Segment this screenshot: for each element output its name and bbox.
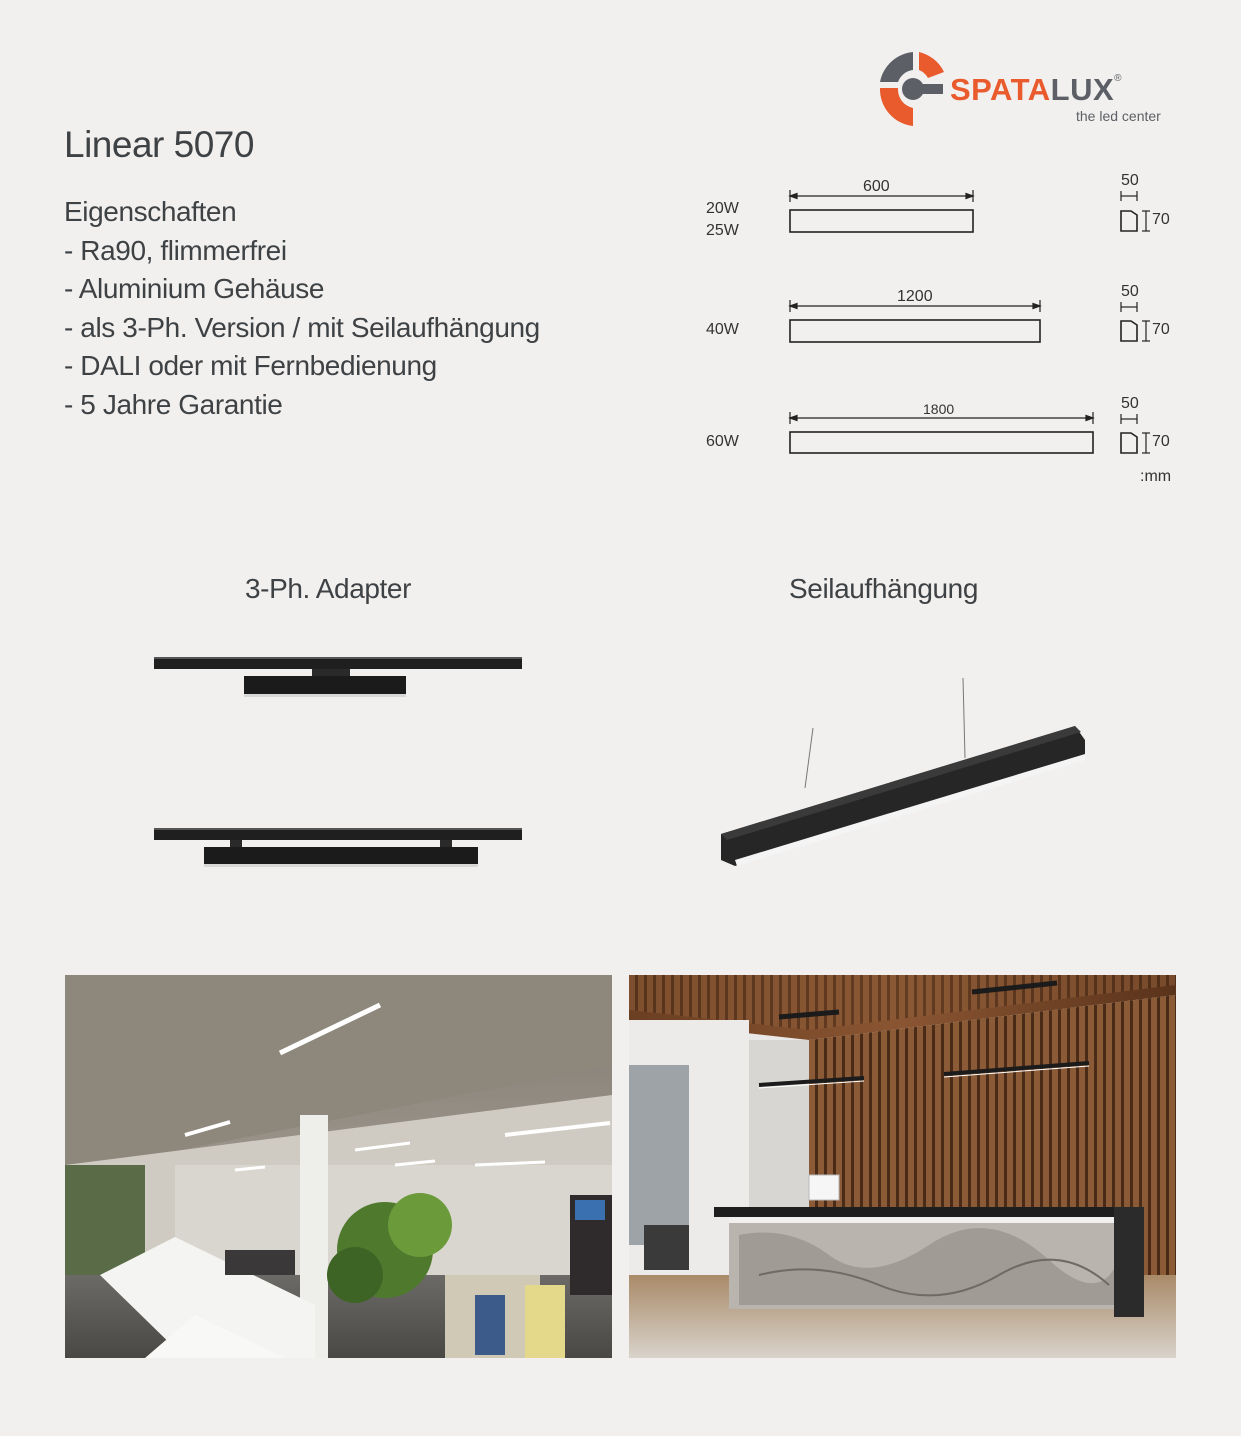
features-heading: Eigenschaften — [64, 196, 237, 227]
width-label: 50 — [1121, 172, 1139, 189]
height-label: 70 — [1152, 211, 1170, 228]
feature-item: - als 3-Ph. Version / mit Seilaufhängung — [64, 311, 540, 343]
watt-label: 25W — [706, 222, 739, 239]
height-label: 70 — [1152, 321, 1170, 338]
brand-name-part1: SPATA — [950, 72, 1051, 107]
feature-item: - Ra90, flimmerfrei — [64, 234, 287, 266]
length-label: 1200 — [897, 288, 933, 305]
adapter-section-title: 3-Ph. Adapter — [245, 573, 412, 604]
reception-installation-photo — [629, 975, 1176, 1358]
length-label: 1800 — [923, 401, 955, 417]
dimension-lines — [0, 0, 1241, 500]
registered-mark: ® — [1114, 73, 1123, 84]
dimension-drawings — [0, 0, 1241, 500]
product-title: Linear 5070 — [64, 124, 254, 165]
three-phase-adapter-illustration — [150, 650, 530, 880]
brand-tagline: the led center — [1076, 108, 1161, 124]
watt-label: 20W — [706, 200, 739, 217]
feature-item: - 5 Jahre Garantie — [64, 388, 283, 420]
width-label: 50 — [1121, 395, 1139, 412]
suspension-section-title: Seilaufhängung — [789, 573, 979, 604]
feature-item: - DALI oder mit Fernbedienung — [64, 350, 437, 382]
width-label: 50 — [1121, 283, 1139, 300]
height-label: 70 — [1152, 433, 1170, 450]
office-photo-image — [65, 975, 612, 1358]
brand-name-part2: LUX — [1050, 72, 1115, 107]
reception-photo-image — [629, 975, 1176, 1358]
watt-label: 40W — [706, 321, 739, 338]
feature-item: - Aluminium Gehäuse — [64, 273, 325, 305]
unit-label: :mm — [1140, 468, 1172, 485]
office-installation-photo — [65, 975, 612, 1358]
watt-label: 60W — [706, 433, 739, 450]
suspension-illustration — [715, 670, 1095, 875]
length-label: 600 — [863, 178, 890, 195]
